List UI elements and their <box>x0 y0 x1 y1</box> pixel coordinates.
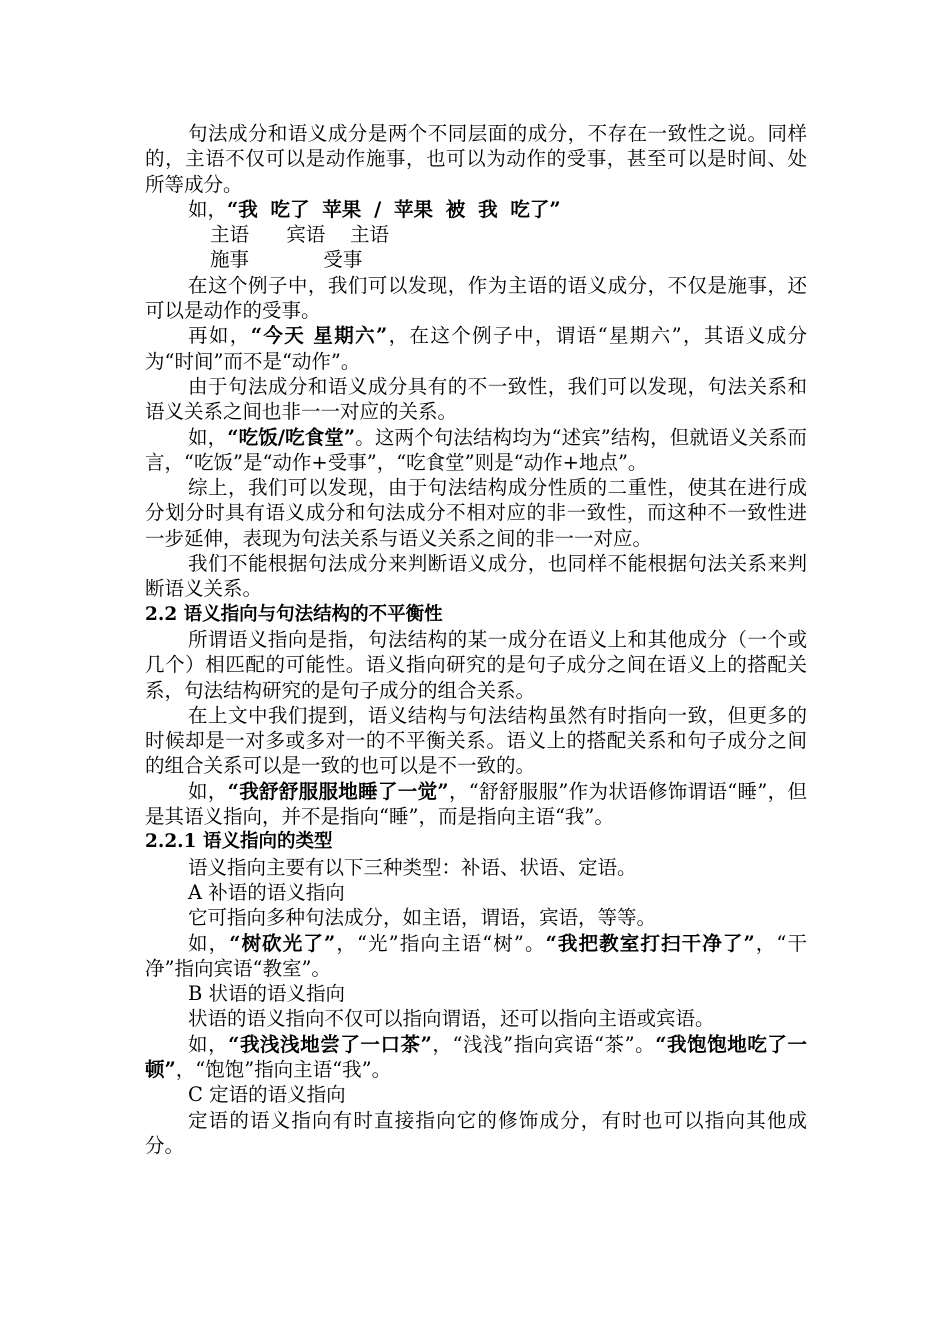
paragraph: 状语的语义指向不仅可以指向谓语，还可以指向主语或宾语。 <box>188 1007 715 1031</box>
text-run: ，“饱饱”指向主语“我”。 <box>175 1057 392 1081</box>
paragraph <box>145 931 807 982</box>
paragraph: 句法成分和语义成分是两个不同层面的成分，不存在一致性之说。同样的，主语不仅可以是动作施事，也可以为动作的受事，甚至可以是时间、处所等成分。 <box>145 122 807 196</box>
text-run: 再如， <box>188 324 251 348</box>
text-run: 如， <box>188 425 228 449</box>
text-run: 如， <box>188 1032 229 1056</box>
bold-example: “树砍光了” <box>229 931 336 955</box>
paragraph <box>145 323 807 374</box>
paragraph: 由于句法成分和语义成分具有的不一致性，我们可以发现，句法关系和语义关系之间也非一一对应的关系。 <box>145 374 807 424</box>
bold-example: “我把教室打扫干净了” <box>545 931 755 955</box>
paragraph <box>145 425 807 476</box>
bold-example: “吃饭/吃食堂” <box>227 425 356 449</box>
bold-example: “我舒舒服服地睡了一觉” <box>227 779 449 803</box>
bold-example: “我饱饱地吃了一顿” <box>145 1032 807 1081</box>
text-run: 如， <box>188 931 230 955</box>
example-sentence <box>145 197 807 222</box>
example-prefix: 如， <box>188 197 228 221</box>
bold-example: “我浅浅地尝了一口茶” <box>228 1032 432 1056</box>
paragraph <box>145 779 807 830</box>
example-bold: “我 吃了 苹果 / 苹果 被 我 吃了” <box>227 197 561 221</box>
text-run: ，“舒舒服服”作为状语修饰谓语“睡”，但是其语义指向，并不是指向“睡”，而是指向主语“我”。 <box>145 779 807 829</box>
paragraph: 语义指向主要有以下三种类型：补语、状语、定语。 <box>188 855 637 879</box>
paragraph: 综上，我们可以发现，由于句法结构成分性质的二重性，使其在进行成分划分时具有语义成分和句法成分不相对应的非一致性，而这种不一致性进一步延伸，表现为句法关系与语义关系之间的非一一对应。 <box>145 476 807 550</box>
example-roles-row: 施事 受事 <box>210 248 363 272</box>
section-heading: 2.2 语义指向与句法结构的不平衡性 <box>145 603 443 625</box>
sub-heading-c: C 定语的语义指向 <box>188 1083 346 1107</box>
text-run: ，在这个例子中，谓语“星期六”，其语义成分为“时间”而不是“动作”。 <box>145 324 807 373</box>
sub-heading-b: B 状语的语义指向 <box>188 982 346 1006</box>
text-run: 。这两个句法结构均为“述宾”结构，但就语义关系而言，“吃饭”是“动作+受事”，“吃食堂”则是“动作+地点”。 <box>145 425 807 474</box>
paragraph: 在这个例子中，我们可以发现，作为主语的语义成分，不仅是施事，还可以是动作的受事。 <box>145 273 807 323</box>
subsection-heading: 2.2.1 语义指向的类型 <box>145 831 333 853</box>
sub-heading-a: A 补语的语义指向 <box>188 880 345 904</box>
bold-example: “今天 星期六” <box>250 324 388 348</box>
text-run: 如， <box>188 779 228 803</box>
paragraph <box>145 1032 807 1083</box>
paragraph: 定语的语义指向有时直接指向它的修饰成分，有时也可以指向其他成分。 <box>145 1108 807 1157</box>
paragraph: 它可指向多种句法成分，如主语，谓语，宾语，等等。 <box>188 906 657 930</box>
paragraph: 在上文中我们提到，语义结构与句法结构虽然有时指向一致，但更多的时候却是一对多或多对一的不平衡关系。语义上的搭配关系和句子成分之间的组合关系可以是一致的也可以是不一致的。 <box>145 703 807 778</box>
document-body <box>145 121 807 1158</box>
paragraph: 所谓语义指向是指，句法结构的某一成分在语义上和其他成分（一个或几个）相匹配的可能性。语义指向研究的是句子成分之间在语义上的搭配关系，句法结构研究的是句子成分的组合关系。 <box>145 627 807 702</box>
text-run: ，“浅浅”指向宾语“茶”。 <box>431 1032 656 1056</box>
paragraph: 我们不能根据句法成分来判断语义成分，也同样不能根据句法关系来判断语义关系。 <box>145 552 807 601</box>
example-labels-row: 主语 宾语 主语 <box>210 223 389 247</box>
text-run: ，“光”指向主语“树”。 <box>335 931 546 955</box>
text-run: ，“干净”指向宾语“教室”。 <box>145 931 807 980</box>
